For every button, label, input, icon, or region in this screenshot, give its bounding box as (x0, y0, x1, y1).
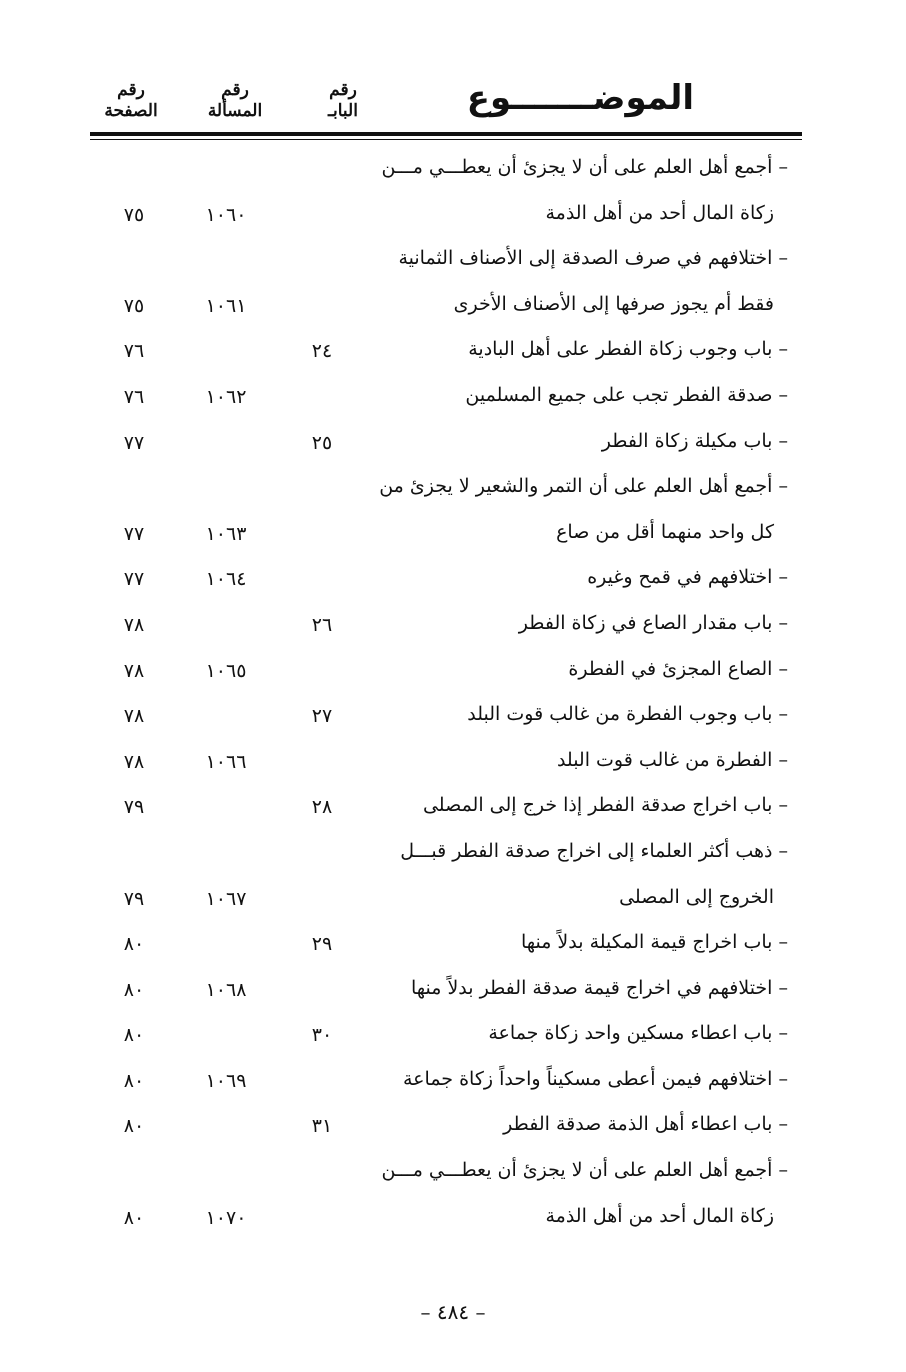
page-ref: ٧٧ (123, 568, 145, 591)
index-row (90, 465, 802, 511)
entry-topic: – الفطرة من غالب قوت البلد (556, 748, 788, 771)
entry-topic: فقط أم يجوز صرفها إلى الأصناف الأخرى (453, 292, 774, 315)
index-row (90, 921, 802, 967)
entry-topic: – باب اخراج صدقة الفطر إذا خرج إلى المصلى (422, 794, 788, 817)
chapter-number: ٣١ (311, 1115, 333, 1138)
page-ref: ٨٠ (123, 978, 145, 1001)
index-row (90, 374, 802, 420)
entry-topic: – صدقة الفطر تجب على جميع المسلمين (465, 383, 788, 406)
entry-topic: – أجمع أهل العلم على أن لا يجزئ أن يعطـــي مـــن (381, 156, 788, 178)
entry-topic: زكاة المال أحد من أهل الذمة (545, 1204, 774, 1227)
entry-topic: – باب اعطاء مسكين واحد زكاة جماعة (488, 1022, 788, 1045)
issue-number: ١٠٦٦ (205, 750, 247, 773)
issue-number: ١٠٦٧ (205, 887, 247, 910)
page-ref: ٧٦ (123, 340, 145, 363)
entry-topic: – اختلافهم في صرف الصدقة إلى الأصناف الثمانية (398, 247, 788, 270)
entry-topic: – ذهب أكثر العلماء إلى اخراج صدقة الفطر قبـــل (400, 839, 788, 862)
page-ref: ٧٨ (123, 705, 145, 728)
topic-column-heading: الموضـــــــوع (466, 78, 694, 118)
entry-topic: – باب اخراج قيمة المكيلة بدلاً منها (520, 931, 788, 954)
index-row (90, 739, 802, 785)
chapter-number: ٢٨ (311, 796, 333, 819)
issue-number: ١٠٦٢ (205, 385, 247, 408)
chapter-number: ٢٧ (311, 705, 333, 728)
entry-topic: – باب وجوب الفطرة من غالب قوت البلد (467, 703, 788, 726)
page-ref: ٧٩ (123, 796, 145, 819)
index-row (90, 693, 802, 739)
issue-number: ١٠٦٤ (205, 568, 247, 591)
issue-number: ١٠٦٠ (205, 203, 247, 226)
page-ref: ٨٠ (123, 1115, 145, 1138)
index-row (90, 648, 802, 694)
index-row (90, 784, 802, 830)
page-ref: ٧٨ (123, 613, 145, 636)
entry-topic: – الصاع المجزئ في الفطرة (568, 657, 788, 680)
index-row (90, 1195, 802, 1241)
issue-number: ١٠٦٥ (205, 659, 247, 682)
entry-topic: – اختلافهم فيمن أعطى مسكيناً واحداً زكاة جماعة (403, 1067, 788, 1090)
page-ref: ٧٥ (123, 294, 145, 317)
index-row (90, 556, 802, 602)
issue-number-heading: رقم المسألة (207, 80, 263, 121)
page-ref: ٧٨ (123, 750, 145, 773)
entry-topic: – باب وجوب زكاة الفطر على أهل البادية (468, 338, 788, 361)
page-ref: ٧٧ (123, 522, 145, 545)
issue-number: ١٠٦٣ (205, 522, 247, 545)
page-number: – ٤٨٤ – (420, 1300, 486, 1324)
index-row (90, 1149, 802, 1195)
entry-topic: – باب مكيلة زكاة الفطر (601, 429, 788, 452)
chapter-number-heading: رقم البابـ (328, 80, 358, 121)
index-row (90, 192, 802, 238)
page-ref: ٧٩ (123, 887, 145, 910)
page-ref: ٧٦ (123, 385, 145, 408)
page-ref: ٧٥ (123, 203, 145, 226)
entry-topic: – أجمع أهل العلم على أن التمر والشعير لا يجزئ من (379, 475, 788, 498)
chapter-number: ٢٦ (311, 613, 333, 636)
page-ref: ٨٠ (123, 933, 145, 956)
entry-topic: زكاة المال أحد من أهل الذمة (545, 201, 774, 224)
index-row (90, 830, 802, 876)
index-row (90, 420, 802, 466)
entry-topic: – اختلافهم في قمح وغيره (587, 566, 788, 589)
issue-number: ١٠٦٩ (205, 1069, 247, 1092)
entry-topic: – باب مقدار الصاع في زكاة الفطر (518, 611, 788, 634)
page-ref: ٨٠ (123, 1069, 145, 1092)
page-number-heading: رقم الصفحة (104, 80, 158, 121)
entry-topic: كل واحد منهما أقل من صاع (556, 520, 774, 543)
index-row (90, 237, 802, 283)
index-row (90, 283, 802, 329)
index-row (90, 1103, 802, 1149)
header-rule-thin (90, 139, 802, 140)
index-row (90, 146, 802, 192)
page-ref: ٨٠ (123, 1024, 145, 1047)
issue-number: ١٠٦١ (205, 294, 247, 317)
header-rule-thick (90, 132, 802, 136)
index-row (90, 328, 802, 374)
chapter-number: ٢٤ (311, 340, 333, 363)
index-row (90, 1012, 802, 1058)
page-ref: ٧٨ (123, 659, 145, 682)
table-header (90, 78, 802, 130)
index-entries (90, 146, 802, 1240)
entry-topic: – باب اعطاء أهل الذمة صدقة الفطر (503, 1113, 788, 1136)
index-row (90, 602, 802, 648)
index-row (90, 1058, 802, 1104)
entry-topic: الخروج إلى المصلى (619, 885, 774, 908)
entry-topic: – اختلافهم في اخراج قيمة صدقة الفطر بدلاً منها (410, 976, 788, 999)
issue-number: ١٠٧٠ (205, 1206, 247, 1229)
page-ref: ٧٧ (123, 431, 145, 454)
index-row (90, 967, 802, 1013)
page-ref: ٨٠ (123, 1206, 145, 1229)
chapter-number: ٣٠ (311, 1024, 333, 1047)
chapter-number: ٢٥ (311, 431, 333, 454)
issue-number: ١٠٦٨ (205, 978, 247, 1001)
chapter-number: ٢٩ (311, 933, 333, 956)
index-row (90, 511, 802, 557)
entry-topic: – أجمع أهل العلم على أن لا يجزئ أن يعطـــي مـــن (381, 1159, 788, 1182)
index-row (90, 876, 802, 922)
